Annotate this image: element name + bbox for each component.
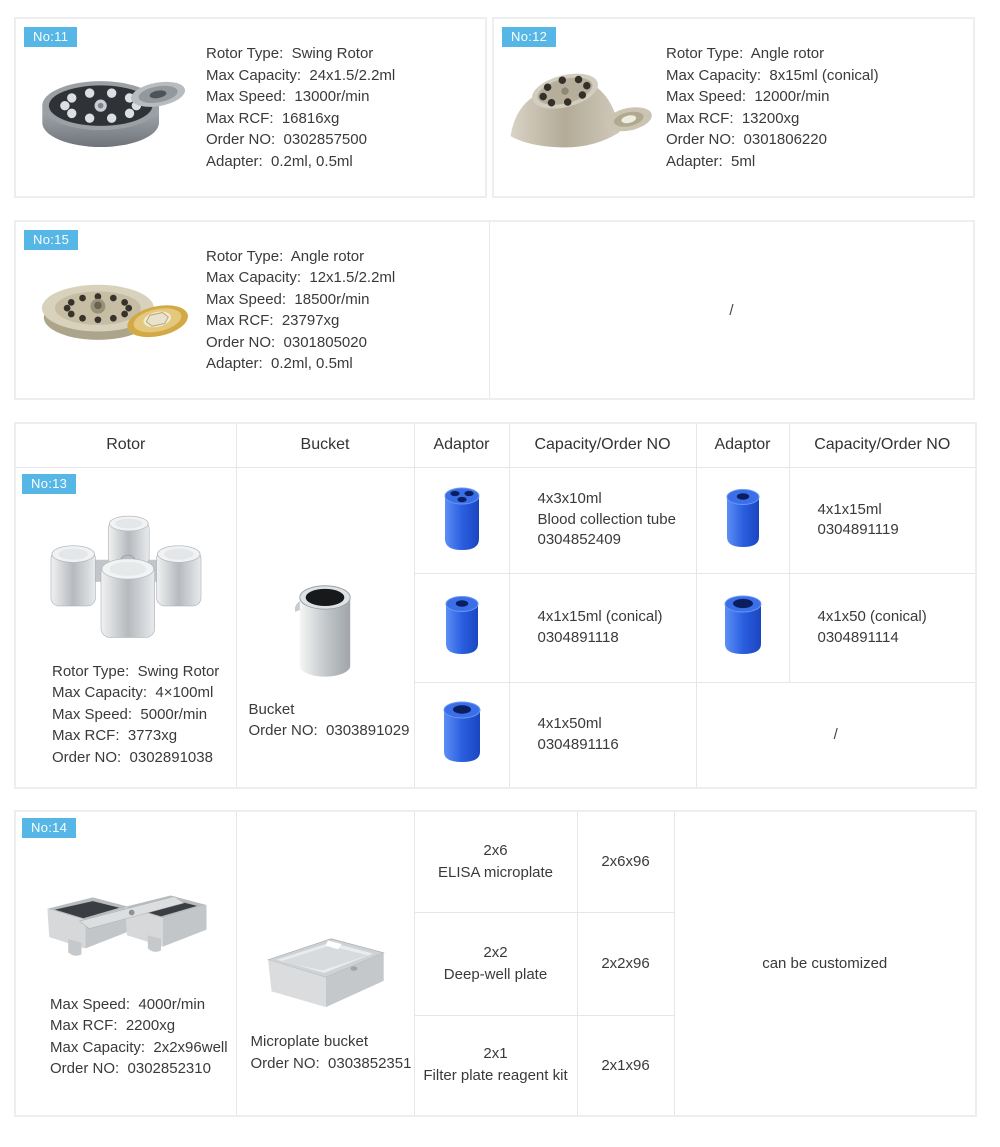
order-no-line: 0304891119 bbox=[817, 521, 899, 538]
spec-max-speed: Max Speed: 5000r/min bbox=[52, 705, 208, 723]
header-adaptor-1: Adaptor bbox=[414, 423, 509, 467]
rotor13-table bbox=[14, 422, 977, 789]
spec-order-no: Order NO: 0302891038 bbox=[52, 748, 213, 766]
no15-left-cell bbox=[16, 222, 490, 398]
spec-max-speed: Max Speed: 18500r/min bbox=[206, 290, 370, 308]
adaptor-cell-l1 bbox=[414, 467, 509, 573]
order-no-line: 0304891114 bbox=[817, 628, 899, 646]
spec-max-speed: Max Speed: 13000r/min bbox=[206, 88, 370, 105]
no15-specs bbox=[206, 246, 395, 375]
capacity-line: Blood collection tube bbox=[537, 510, 676, 528]
adaptor-cell-r2 bbox=[696, 573, 789, 682]
spec-rotor-type: Rotor Type: Angle rotor bbox=[206, 247, 365, 265]
capacity-line: 4x1x50ml bbox=[537, 715, 602, 733]
capacity-line: 4x1x50 (conical) bbox=[817, 608, 927, 625]
no14-bucket-cell bbox=[236, 811, 414, 1116]
plate-count: 2x1 bbox=[483, 1045, 508, 1063]
angle-rotor-8x15-image bbox=[494, 57, 666, 159]
panel-no12 bbox=[492, 17, 975, 198]
badge-no13: No:13 bbox=[22, 474, 76, 494]
capacity-line: 4x1x15ml (conical) bbox=[537, 608, 663, 625]
no11-specs bbox=[206, 43, 395, 172]
spec-adapter: Adapter: 0.2ml, 0.5ml bbox=[206, 355, 353, 372]
capacity-cell-r1 bbox=[789, 467, 976, 573]
t13-empty-cell: / bbox=[696, 682, 976, 788]
bucket-order-no: Order NO: 0303852351 bbox=[250, 1054, 412, 1072]
spec-max-capacity: Max Capacity: 4×100ml bbox=[52, 684, 214, 701]
bucket-image bbox=[289, 581, 361, 685]
no15-empty-cell: / bbox=[729, 301, 734, 319]
customized-note-cell: can be customized bbox=[674, 811, 976, 1116]
no12-specs bbox=[666, 43, 879, 172]
plate-cell-2 bbox=[414, 912, 577, 1015]
panel-no15 bbox=[14, 220, 975, 400]
spec-order-no: Order NO: 0301806220 bbox=[666, 131, 827, 148]
microplate-rotor-image bbox=[36, 876, 216, 986]
t13-row-1 bbox=[15, 467, 976, 573]
no14-specs bbox=[16, 994, 228, 1080]
adaptor-cell-r1 bbox=[696, 467, 789, 573]
header-bucket: Bucket bbox=[236, 423, 414, 467]
spec-order-no: Order NO: 0302857500 bbox=[206, 131, 367, 148]
microplate-bucket-labels bbox=[237, 1031, 412, 1074]
header-rotor: Rotor bbox=[15, 423, 236, 467]
adaptor-cell-l2 bbox=[414, 573, 509, 682]
t13-header-row bbox=[15, 423, 976, 467]
blue-adapter-1hole-image bbox=[436, 590, 488, 660]
spec-rotor-type: Rotor Type: Swing Rotor bbox=[206, 45, 374, 62]
bucket-order-no: Order NO: 0303891029 bbox=[248, 722, 410, 740]
badge-no15: No:15 bbox=[24, 230, 78, 250]
spec-max-capacity: Max Capacity: 24x1.5/2.2ml bbox=[206, 66, 396, 84]
bucket-name: Bucket bbox=[248, 700, 295, 718]
order-no-line: 0304891116 bbox=[537, 735, 619, 753]
t14-row-1 bbox=[15, 811, 976, 912]
blue-adapter-1hole-image bbox=[716, 590, 770, 660]
blue-adapter-1hole-image bbox=[435, 696, 489, 768]
badge-no12: No:12 bbox=[502, 27, 556, 47]
swing-rotor-4x100-image bbox=[38, 511, 214, 651]
capacity-line: 4x1x15ml bbox=[817, 500, 882, 518]
spec-adapter: Adapter: 0.2ml, 0.5ml bbox=[206, 152, 353, 170]
header-adaptor-2: Adaptor bbox=[696, 423, 789, 467]
capacity-cell-2: 2x2x96 bbox=[577, 912, 674, 1015]
capacity-line: 4x3x10ml bbox=[537, 490, 602, 508]
adaptor-cell-l3 bbox=[414, 682, 509, 788]
blue-adapter-3hole-image bbox=[435, 481, 489, 555]
rotor14-table bbox=[14, 810, 977, 1117]
no13-bucket-cell bbox=[236, 467, 414, 788]
no13-rotor-cell bbox=[15, 467, 236, 788]
blue-adapter-1hole-image bbox=[717, 483, 769, 553]
swing-rotor-24-image bbox=[16, 58, 206, 158]
panel-no11 bbox=[14, 17, 487, 198]
no14-rotor-cell bbox=[15, 811, 236, 1116]
spec-order-no: Order NO: 0301805020 bbox=[206, 333, 367, 351]
angle-rotor-12x-image bbox=[16, 263, 206, 357]
plate-cell-3 bbox=[414, 1015, 577, 1116]
capacity-cell-l1 bbox=[509, 467, 696, 573]
plate-type: Deep-well plate bbox=[443, 965, 548, 983]
spec-max-rcf: Max RCF: 2200xg bbox=[50, 1017, 176, 1034]
plate-type: ELISA microplate bbox=[437, 863, 554, 881]
microplate-bucket-image bbox=[250, 923, 400, 1015]
capacity-cell-l3 bbox=[509, 682, 696, 788]
plate-cell-1 bbox=[414, 811, 577, 912]
header-capacity-1: Capacity/Order NO bbox=[509, 423, 696, 467]
no13-specs bbox=[16, 661, 219, 769]
spec-rotor-type: Rotor Type: Angle rotor bbox=[666, 45, 825, 62]
plate-count: 2x6 bbox=[483, 841, 508, 859]
spec-max-rcf: Max RCF: 16816xg bbox=[206, 109, 340, 127]
bucket-labels bbox=[237, 699, 410, 742]
spec-max-rcf: Max RCF: 3773xg bbox=[52, 727, 178, 744]
spec-max-rcf: Max RCF: 13200xg bbox=[666, 109, 800, 127]
spec-max-speed: Max Speed: 12000r/min bbox=[666, 88, 830, 105]
spec-max-capacity: Max Capacity: 2x2x96well bbox=[50, 1038, 228, 1056]
spec-max-capacity: Max Capacity: 8x15ml (conical) bbox=[666, 66, 879, 84]
plate-type: Filter plate reagent kit bbox=[423, 1067, 568, 1085]
header-capacity-2: Capacity/Order NO bbox=[789, 423, 976, 467]
spec-order-no: Order NO: 0302852310 bbox=[50, 1060, 211, 1077]
spec-max-speed: Max Speed: 4000r/min bbox=[50, 995, 206, 1013]
spec-rotor-type: Rotor Type: Swing Rotor bbox=[52, 662, 220, 680]
badge-no11: No:11 bbox=[24, 27, 77, 47]
spec-max-capacity: Max Capacity: 12x1.5/2.2ml bbox=[206, 269, 396, 286]
capacity-cell-l2 bbox=[509, 573, 696, 682]
badge-no14: No:14 bbox=[22, 818, 76, 838]
bucket-name: Microplate bucket bbox=[250, 1033, 369, 1050]
capacity-cell-r2 bbox=[789, 573, 976, 682]
capacity-cell-3: 2x1x96 bbox=[577, 1015, 674, 1116]
spec-adapter: Adapter: 5ml bbox=[666, 152, 756, 170]
order-no-line: 0304891118 bbox=[537, 628, 619, 646]
plate-count: 2x2 bbox=[483, 943, 508, 961]
spec-max-rcf: Max RCF: 23797xg bbox=[206, 312, 340, 329]
capacity-cell-1: 2x6x96 bbox=[577, 811, 674, 912]
order-no-line: 0304852409 bbox=[537, 531, 621, 549]
